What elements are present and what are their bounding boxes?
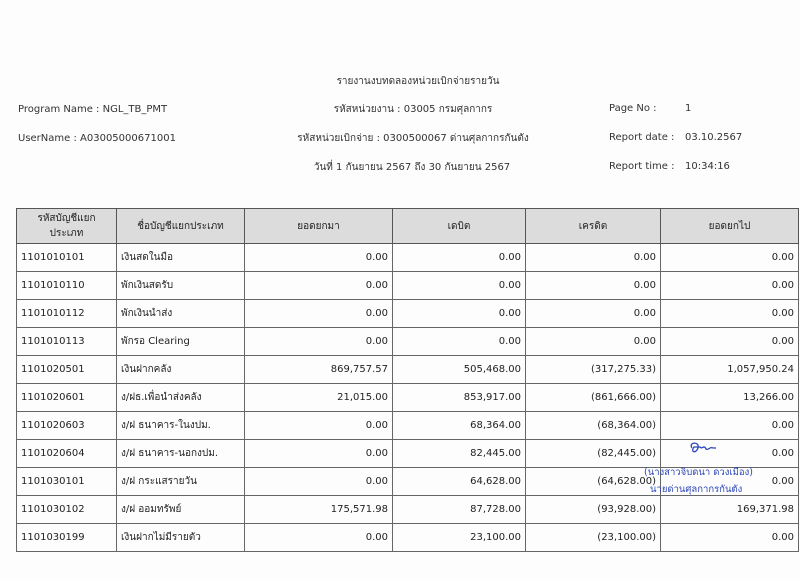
user-name: UserName : A03005000671001 xyxy=(18,133,176,144)
report-time-value: 10:34:16 xyxy=(685,161,730,172)
header-debit: เดบิต xyxy=(393,209,526,244)
opening-balance: 0.00 xyxy=(245,328,393,356)
closing-balance: 0.00 xyxy=(661,300,799,328)
debit: 64,628.00 xyxy=(393,468,526,496)
table-row xyxy=(17,440,799,468)
debit: 87,728.00 xyxy=(393,496,526,524)
debit: 505,468.00 xyxy=(393,356,526,384)
account-name: ง/ฝ ธนาคาร-นอกงปม. xyxy=(117,440,245,468)
account-name: พักเงินสดรับ xyxy=(117,272,245,300)
opening-balance: 0.00 xyxy=(245,244,393,272)
opening-balance: 175,571.98 xyxy=(245,496,393,524)
account-code: 1101010113 xyxy=(17,328,117,356)
table-row xyxy=(17,384,799,412)
credit: (93,928.00) xyxy=(526,496,661,524)
account-name: ง/ฝ ออมทรัพย์ xyxy=(117,496,245,524)
credit: 0.00 xyxy=(526,244,661,272)
credit: (64,628.00) xyxy=(526,468,661,496)
opening-balance: 21,015.00 xyxy=(245,384,393,412)
header-account-name: ชื่อบัญชีแยกประเภท xyxy=(117,209,245,244)
debit: 853,917.00 xyxy=(393,384,526,412)
account-name: เงินสดในมือ xyxy=(117,244,245,272)
debit: 68,364.00 xyxy=(393,412,526,440)
debit: 0.00 xyxy=(393,300,526,328)
closing-balance: 0.00 xyxy=(661,524,799,552)
closing-balance: 13,266.00 xyxy=(661,384,799,412)
account-code: 1101010110 xyxy=(17,272,117,300)
program-name: Program Name : NGL_TB_PMT xyxy=(18,104,168,115)
debit: 82,445.00 xyxy=(393,440,526,468)
credit: (861,666.00) xyxy=(526,384,661,412)
closing-balance: 0.00 xyxy=(661,272,799,300)
credit: 0.00 xyxy=(526,272,661,300)
closing-balance: 1,057,950.24 xyxy=(661,356,799,384)
disbursement-unit: รหัสหน่วยเบิกจ่าย : 0300500067 ด่านศุลกากรกันตัง xyxy=(297,133,529,144)
opening-balance: 869,757.57 xyxy=(245,356,393,384)
header-account-code: รหัสบัญชีแยกประเภท xyxy=(17,209,117,244)
signer-position: นายด่านศุลกากรกันตัง xyxy=(650,484,743,495)
credit: (23,100.00) xyxy=(526,524,661,552)
opening-balance: 0.00 xyxy=(245,468,393,496)
closing-balance: 169,371.98 xyxy=(661,496,799,524)
header-credit: เครดิต xyxy=(526,209,661,244)
account-code: 1101030101 xyxy=(17,468,117,496)
table-header-row xyxy=(17,209,799,244)
account-code: 1101030199 xyxy=(17,524,117,552)
closing-balance: 0.00 xyxy=(661,244,799,272)
credit: 0.00 xyxy=(526,300,661,328)
debit: 23,100.00 xyxy=(393,524,526,552)
page-no-label: Page No : xyxy=(609,103,657,114)
credit: (82,445.00) xyxy=(526,440,661,468)
closing-balance: 0.00 xyxy=(661,440,799,468)
table-row xyxy=(17,524,799,552)
account-name: เงินฝากไม่มีรายตัว xyxy=(117,524,245,552)
report-title: รายงานงบทดลองหน่วยเบิกจ่ายรายวัน xyxy=(336,76,500,87)
table-row xyxy=(17,272,799,300)
trial-balance-table xyxy=(16,208,799,552)
table-row xyxy=(17,356,799,384)
opening-balance: 0.00 xyxy=(245,272,393,300)
closing-balance: 0.00 xyxy=(661,468,799,496)
table-row xyxy=(17,412,799,440)
opening-balance: 0.00 xyxy=(245,300,393,328)
signer-name: (นางสาวจิบดนา ดวงเมือง) xyxy=(644,467,753,478)
debit: 0.00 xyxy=(393,244,526,272)
closing-balance: 0.00 xyxy=(661,412,799,440)
debit: 0.00 xyxy=(393,328,526,356)
account-name: ง/ฝ กระแสรายวัน xyxy=(117,468,245,496)
credit: (68,364.00) xyxy=(526,412,661,440)
report-time-label: Report time : xyxy=(609,161,675,172)
account-code: 1101010112 xyxy=(17,300,117,328)
account-code: 1101020601 xyxy=(17,384,117,412)
account-code: 1101020604 xyxy=(17,440,117,468)
report-date-value: 03.10.2567 xyxy=(685,132,743,143)
credit: (317,275.33) xyxy=(526,356,661,384)
account-name: ง/ฝ ธนาคาร-ในงปม. xyxy=(117,412,245,440)
account-code: 1101020501 xyxy=(17,356,117,384)
opening-balance: 0.00 xyxy=(245,412,393,440)
table-row xyxy=(17,244,799,272)
account-name: ง/ฝธ.เพื่อนำส่งคลัง xyxy=(117,384,245,412)
opening-balance: 0.00 xyxy=(245,524,393,552)
account-name: พักรอ Clearing xyxy=(117,328,245,356)
report-period: วันที่ 1 กันยายน 2567 ถึง 30 กันยายน 2567 xyxy=(313,162,511,173)
agency-code: รหัสหน่วยงาน : 03005 กรมศุลกากร xyxy=(333,104,493,115)
account-name: พักเงินนำส่ง xyxy=(117,300,245,328)
debit: 0.00 xyxy=(393,272,526,300)
opening-balance: 0.00 xyxy=(245,440,393,468)
account-code: 1101030102 xyxy=(17,496,117,524)
header-opening-balance: ยอดยกมา xyxy=(245,209,393,244)
credit: 0.00 xyxy=(526,328,661,356)
table-row xyxy=(17,300,799,328)
report-date-label: Report date : xyxy=(609,132,675,143)
page-no-value: 1 xyxy=(685,103,692,114)
header-closing-balance: ยอดยกไป xyxy=(661,209,799,244)
account-code: 1101020603 xyxy=(17,412,117,440)
account-code: 1101010101 xyxy=(17,244,117,272)
closing-balance: 0.00 xyxy=(661,328,799,356)
account-name: เงินฝากคลัง xyxy=(117,356,245,384)
table-row xyxy=(17,496,799,524)
signature-mark xyxy=(686,440,720,456)
table-row xyxy=(17,328,799,356)
